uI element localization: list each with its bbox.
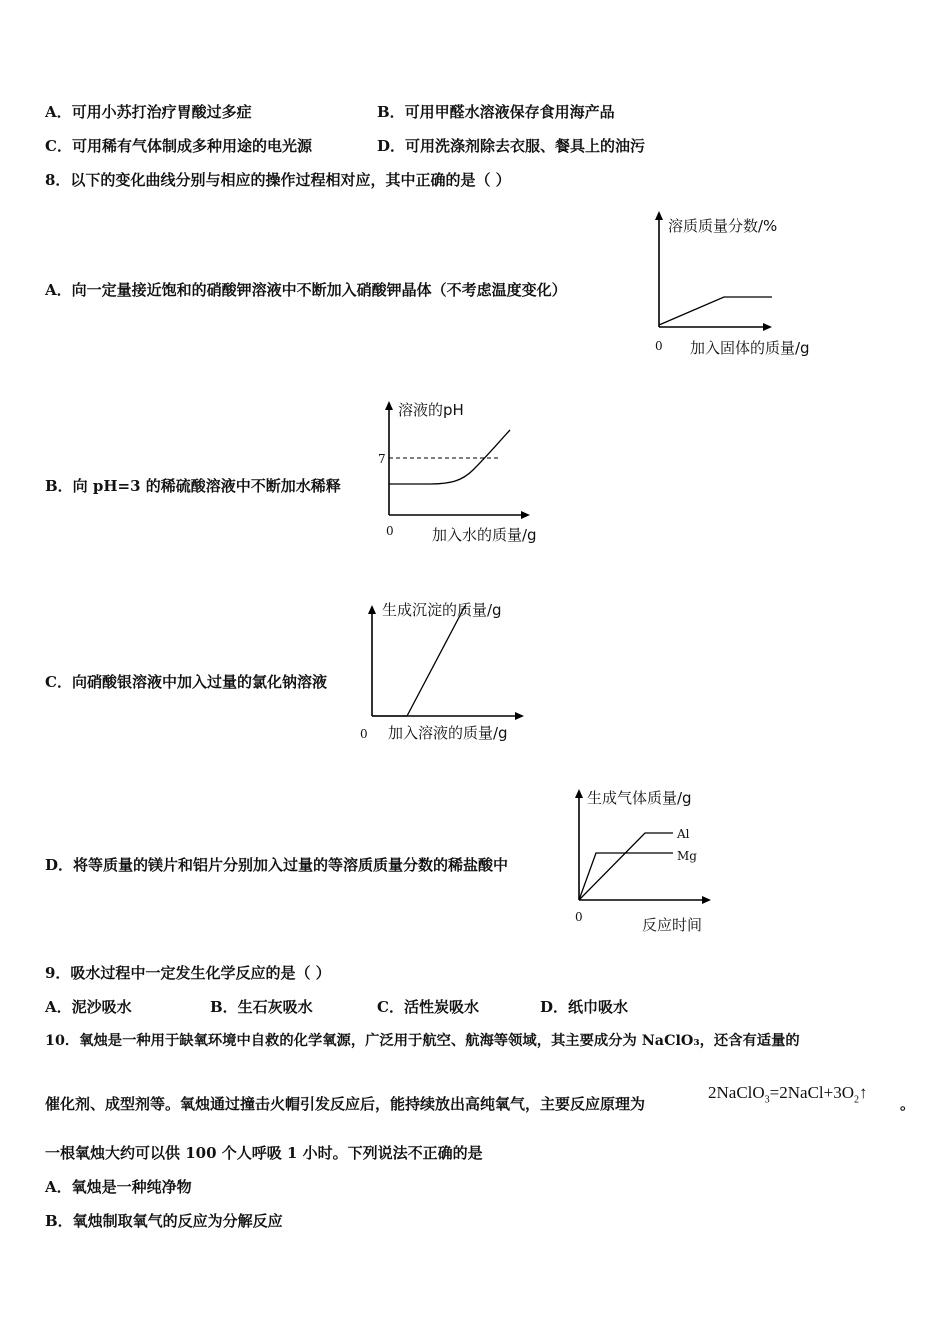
- graph-a: [640, 205, 850, 365]
- graph-c-origin: 0: [360, 727, 368, 741]
- graph-d-curve-al: [579, 833, 673, 900]
- graph-b-curve: [389, 430, 510, 484]
- q8-option-d: D．将等质量的镁片和铝片分别加入过量的等溶质质量分数的稀盐酸中: [45, 856, 509, 874]
- graph-b-y-label: 溶液的pH: [398, 401, 464, 419]
- graph-c-y-arrow: [368, 605, 376, 614]
- graph-c-x-label: 加入溶液的质量/g: [388, 724, 508, 742]
- graph-b-x-label: 加入水的质量/g: [432, 526, 537, 544]
- graph-c: [355, 595, 555, 750]
- q10-period: 。: [900, 1095, 916, 1113]
- graph-b: [370, 395, 570, 550]
- q9-option-d: D．纸巾吸水: [540, 998, 629, 1016]
- q10-reaction-formula: $2NaClO_3=2NaCl+3O_2↑$: [708, 1083, 868, 1106]
- graph-b-y-arrow: [385, 401, 393, 410]
- q7-option-b: B．可用甲醛水溶液保存食用海产品: [377, 103, 615, 121]
- graph-b-tick-7: 7: [378, 452, 386, 466]
- graph-d-y-arrow: [575, 789, 583, 798]
- q9-stem: 9．吸水过程中一定发生化学反应的是（ ）: [45, 964, 331, 982]
- q8-option-b: B．向 pH=3 的稀硫酸溶液中不断加水稀释: [45, 477, 341, 495]
- graph-a-y-arrow: [655, 211, 663, 220]
- graph-d-x-arrow: [702, 896, 711, 904]
- q7-option-c: C．可用稀有气体制成多种用途的电光源: [45, 137, 312, 155]
- graph-d-y-label: 生成气体质量/g: [587, 789, 692, 807]
- q8-option-a: A．向一定量接近饱和的硝酸钾溶液中不断加入硝酸钾晶体（不考虑温度变化）: [45, 281, 567, 299]
- graph-a-x-arrow: [763, 323, 772, 331]
- graph-c-y-label: 生成沉淀的质量/g: [382, 601, 502, 619]
- q10-line3: 一根氧烛大约可以供 100 个人呼吸 1 小时。下列说法不正确的是: [45, 1144, 483, 1162]
- graph-d-legend-al: Al: [677, 827, 690, 841]
- q10-option-a: A．氧烛是一种纯净物: [45, 1178, 192, 1196]
- q9-option-c: C．活性炭吸水: [377, 998, 479, 1016]
- graph-d-x-label: 反应时间: [642, 916, 703, 934]
- q10-line1: 10．氧烛是一种用于缺氧环境中自救的化学氧源，广泛用于航空、航海等领域，其主要成分为 NaClO₃，还含有适量的: [45, 1033, 800, 1049]
- graph-c-curve: [372, 606, 465, 716]
- q8-stem: 8．以下的变化曲线分别与相应的操作过程相对应，其中正确的是（ ）: [45, 171, 511, 189]
- graph-a-y-label: 溶质质量分数/%: [668, 217, 778, 235]
- graph-c-x-arrow: [515, 712, 524, 720]
- q8-option-c: C．向硝酸银溶液中加入过量的氯化钠溶液: [45, 673, 327, 691]
- graph-a-origin: 0: [655, 339, 663, 353]
- q10-line2: 催化剂、成型剂等。氧烛通过撞击火帽引发反应后，能持续放出高纯氧气，主要反应原理为: [45, 1095, 646, 1113]
- graph-b-x-arrow: [521, 511, 530, 519]
- q9-option-a: A．泥沙吸水: [45, 998, 132, 1016]
- q7-option-d: D．可用洗涤剂除去衣服、餐具上的油污: [377, 137, 646, 155]
- graph-b-origin: 0: [386, 524, 394, 538]
- graph-d-curve-mg: [579, 853, 673, 900]
- graph-d: [565, 780, 755, 940]
- q7-option-a: A．可用小苏打治疗胃酸过多症: [45, 103, 252, 121]
- graph-d-legend-mg: Mg: [677, 849, 697, 863]
- graph-d-origin: 0: [575, 910, 583, 924]
- graph-a-curve: [659, 297, 772, 325]
- graph-a-x-label: 加入固体的质量/g: [690, 339, 810, 357]
- q10-option-b: B．氧烛制取氧气的反应为分解反应: [45, 1212, 283, 1230]
- q9-option-b: B．生石灰吸水: [210, 998, 313, 1016]
